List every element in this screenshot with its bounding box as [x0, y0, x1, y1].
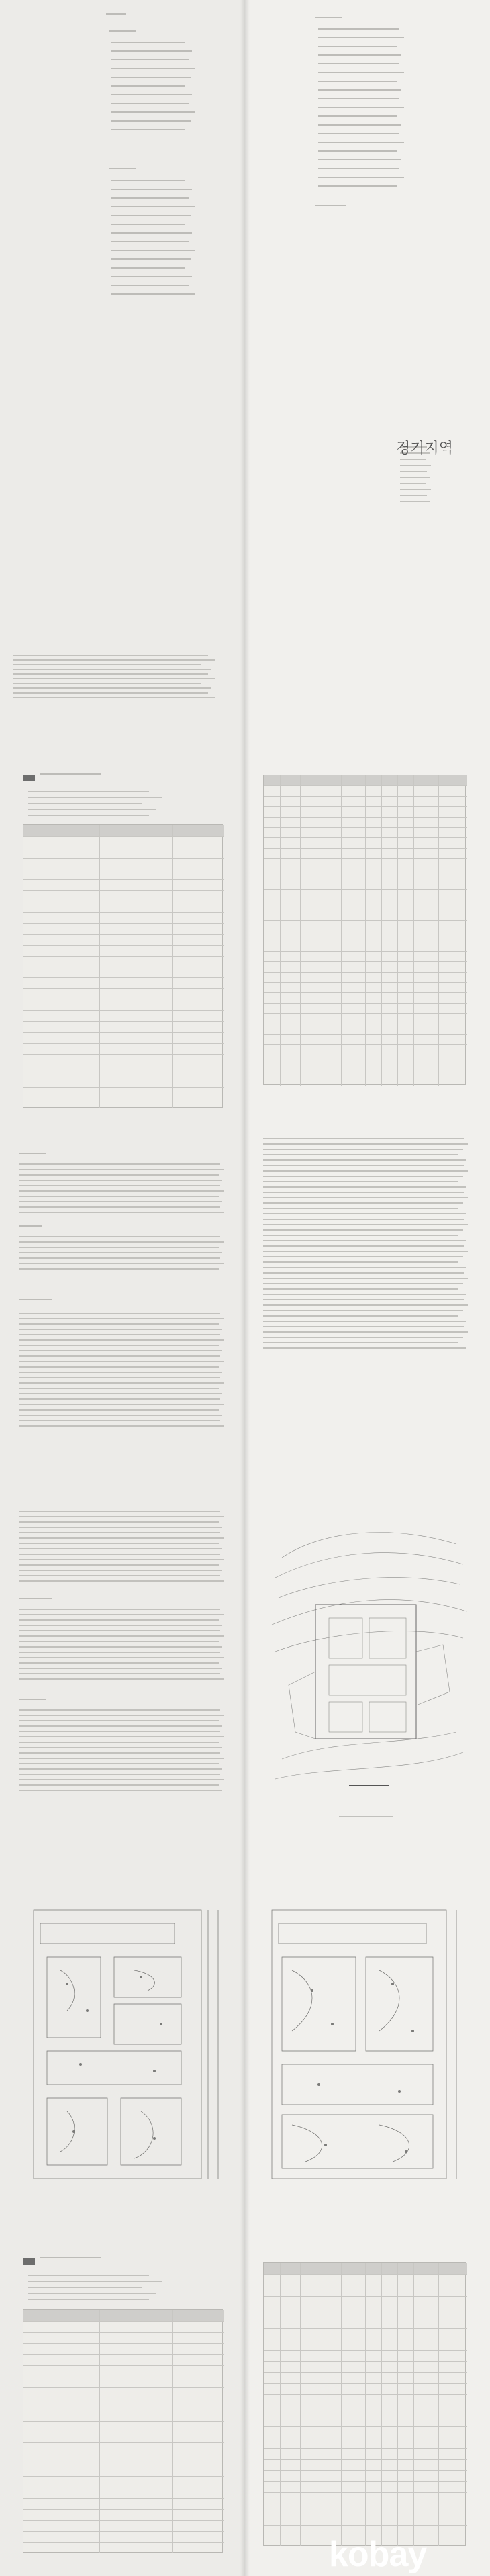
text-line: [263, 1347, 466, 1349]
text-line: [19, 1153, 46, 1154]
text-line: [19, 1580, 224, 1582]
text-line: [19, 1323, 219, 1325]
table-col-rule: [300, 2263, 301, 2546]
table-col-rule: [381, 775, 382, 1086]
gutter-shadow: [240, 2236, 250, 2576]
text-line: [111, 224, 185, 225]
text-line: [263, 1245, 464, 1247]
text-line: [111, 215, 191, 216]
text-line: [263, 1154, 458, 1155]
section-badge: [23, 2258, 35, 2265]
text-line: [111, 250, 195, 251]
text-line: [400, 465, 431, 466]
text-line: [263, 1202, 463, 1204]
text-line: [19, 1742, 219, 1743]
text-line: [318, 107, 404, 108]
chapter-title: 경기지역: [396, 440, 454, 457]
text-line: [19, 1355, 220, 1357]
text-line: [19, 1652, 220, 1653]
text-line: [28, 2299, 149, 2300]
text-line: [263, 1213, 466, 1214]
text-line: [263, 1181, 458, 1182]
text-line: [19, 1736, 224, 1737]
text-line: [19, 1241, 224, 1243]
survey-table-right: [263, 775, 466, 1085]
text-line: [263, 1331, 468, 1333]
text-line: [19, 1366, 219, 1368]
watermark: kobay: [329, 2535, 427, 2574]
text-line: [111, 129, 185, 130]
text-line: [400, 483, 426, 484]
text-line: [19, 1537, 224, 1539]
table-col-rule: [99, 2310, 100, 2553]
text-line: [111, 285, 189, 286]
text-line: [19, 1174, 219, 1176]
text-line: [318, 54, 401, 56]
text-line: [109, 30, 136, 32]
text-line: [318, 89, 401, 91]
text-line: [19, 1350, 222, 1351]
text-line: [19, 1393, 222, 1394]
site-plan-drawing: [268, 1517, 470, 1799]
text-line: [263, 1170, 468, 1172]
text-line: [28, 809, 156, 810]
text-line: [19, 1598, 52, 1599]
text-line: [19, 1225, 42, 1227]
text-line: [19, 1532, 220, 1533]
text-line: [28, 815, 149, 816]
text-line: [263, 1235, 458, 1236]
text-line: [263, 1240, 466, 1241]
text-spread: [0, 1118, 490, 1490]
text-line: [19, 1206, 220, 1208]
text-line: [19, 1668, 222, 1669]
table-col-rule: [99, 825, 100, 1108]
text-line: [19, 1747, 222, 1748]
text-line: [263, 1283, 463, 1284]
text-line: [111, 50, 192, 52]
text-line: [111, 258, 191, 260]
toc-left-page: [0, 0, 245, 373]
text-line: [19, 1543, 219, 1544]
text-line: [13, 678, 215, 679]
text-line: [19, 1784, 219, 1786]
chapter-title-spread: [0, 373, 490, 745]
text-line: [19, 1609, 220, 1610]
text-line: [28, 2293, 156, 2294]
text-line: [318, 177, 404, 178]
text-line: [263, 1342, 458, 1343]
text-line: [19, 1752, 220, 1754]
text-line: [19, 1163, 220, 1165]
table-col-rule: [365, 775, 366, 1086]
text-line: [13, 655, 208, 656]
text-line: [19, 1388, 219, 1389]
text-line: [19, 1180, 222, 1181]
text-line: [19, 1257, 220, 1259]
text-line: [318, 72, 404, 73]
text-line: [111, 276, 192, 277]
text-line: [111, 103, 189, 104]
text-line: [13, 659, 215, 661]
text-line: [19, 1252, 222, 1253]
text-line: [19, 1263, 224, 1264]
text-line: [19, 1190, 224, 1192]
table-col-rule: [341, 775, 342, 1086]
text-line: [19, 1268, 219, 1270]
second-table-spread: [0, 2236, 490, 2576]
text-line: [19, 1779, 224, 1780]
text-line: [19, 1527, 222, 1528]
text-line: [400, 489, 431, 490]
text-line: [28, 791, 149, 792]
excavation-plan-left: [27, 1897, 228, 2192]
text-line: [318, 124, 401, 126]
text-line: [263, 1186, 466, 1188]
text-line: [19, 1570, 222, 1571]
text-line: [111, 111, 195, 113]
text-line: [13, 687, 211, 689]
text-line: [28, 803, 142, 804]
text-line: [19, 1409, 219, 1411]
text-line: [19, 1619, 219, 1621]
table-col-rule: [365, 2263, 366, 2546]
text-line: [263, 1315, 458, 1317]
text-line: [318, 63, 399, 64]
text-line: [19, 1548, 222, 1549]
text-line: [19, 1377, 220, 1378]
text-line: [19, 1657, 224, 1658]
text-line: [111, 42, 185, 43]
text-line: [19, 1662, 219, 1664]
text-line: [400, 495, 427, 496]
text-line: [318, 81, 397, 82]
text-line: [263, 1176, 463, 1177]
text-line: [19, 1511, 220, 1512]
text-line: [318, 28, 399, 30]
text-line: [13, 664, 201, 665]
gutter-shadow: [240, 373, 250, 745]
figure-caption: [339, 1816, 393, 1817]
text-line: [19, 1646, 222, 1648]
text-line: [19, 1673, 220, 1674]
text-line: [19, 1774, 220, 1775]
section-badge: [23, 775, 35, 781]
text-line: [318, 168, 399, 169]
text-line: [111, 232, 192, 234]
text-line: [318, 46, 397, 47]
text-line: [19, 1247, 219, 1248]
survey-table-left: [23, 2309, 223, 2553]
text-line: [19, 1398, 220, 1400]
text-line: [111, 94, 192, 95]
text-line: [400, 471, 427, 472]
text-line: [263, 1326, 464, 1327]
text-line: [263, 1256, 463, 1257]
text-line: [19, 1236, 220, 1237]
text-line: [263, 1261, 458, 1263]
text-line: [263, 1278, 468, 1279]
table-col-rule: [280, 775, 281, 1086]
text-line: [28, 2275, 149, 2276]
text-line: [19, 1725, 222, 1727]
text-line: [19, 1361, 224, 1362]
text-line: [263, 1143, 468, 1145]
excavation-plan-right: [265, 1897, 467, 2192]
text-line: [13, 697, 215, 698]
text-line: [318, 150, 397, 152]
text-line: [111, 206, 195, 207]
text-line: [318, 133, 399, 134]
text-line: [111, 85, 185, 87]
chapter-right-page: [245, 373, 490, 745]
gutter-shadow: [240, 1118, 250, 1490]
text-line: [263, 1138, 464, 1139]
text-line: [19, 1575, 220, 1576]
text-line: [263, 1310, 463, 1311]
text-line: [111, 120, 191, 122]
text-line: [13, 683, 201, 684]
table-col-rule: [280, 2263, 281, 2546]
text-line: [111, 267, 185, 269]
text-line: [318, 159, 401, 160]
text-line: [111, 241, 189, 242]
text-line: [19, 1635, 224, 1637]
text-line: [19, 1299, 52, 1300]
gutter-shadow: [240, 0, 250, 373]
text-line: [109, 168, 136, 169]
text-line: [318, 37, 404, 38]
text-line: [263, 1267, 466, 1268]
text-line: [318, 185, 397, 187]
text-line: [19, 1425, 224, 1427]
toc-spread: [0, 0, 490, 373]
text-line: [19, 1313, 220, 1314]
text-line: [263, 1272, 464, 1274]
text-line: [111, 197, 189, 199]
text-line: [400, 477, 430, 478]
text-line: [111, 189, 192, 190]
text-line: [263, 1229, 463, 1231]
text-line: [19, 1404, 224, 1405]
text-line: [28, 2281, 162, 2282]
text-line: [19, 1382, 224, 1384]
text-line: [19, 1564, 219, 1566]
text-line: [19, 1212, 224, 1213]
text-line: [19, 1329, 222, 1330]
text-line: [263, 1192, 464, 1193]
text-line: [19, 1763, 219, 1764]
text-line: [111, 59, 189, 60]
text-line: [106, 13, 126, 15]
text-line: [19, 1516, 224, 1517]
text-line: [19, 1372, 222, 1373]
text-line: [19, 1715, 224, 1716]
text-line: [263, 1208, 458, 1209]
text-line: [19, 1790, 222, 1791]
text-line: [263, 1294, 466, 1295]
text-line: [318, 142, 404, 143]
text-line: [19, 1709, 220, 1711]
text-line: [318, 98, 399, 99]
table-col-rule: [300, 775, 301, 1086]
text-line: [19, 1630, 220, 1631]
text-line: [315, 17, 342, 18]
text-line: [19, 1345, 219, 1346]
text-line: [263, 1337, 463, 1338]
table-col-rule: [413, 2263, 414, 2546]
table-col-rule: [413, 775, 414, 1086]
text-line: [19, 1768, 222, 1770]
survey-table-left: [23, 824, 223, 1108]
text-line: [400, 459, 426, 460]
text-line: [315, 205, 346, 206]
text-line: [19, 1614, 224, 1615]
text-line: [111, 68, 195, 69]
text-line: [263, 1197, 468, 1198]
text-line: [263, 1224, 468, 1225]
table-col-rule: [438, 2263, 439, 2546]
text-line: [263, 1219, 464, 1220]
text-line: [19, 1641, 219, 1642]
text-line: [40, 773, 101, 775]
text-line: [19, 1731, 220, 1732]
text-line: [263, 1149, 463, 1150]
text-line: [13, 692, 208, 694]
text-line: [13, 673, 208, 675]
text-line: [19, 1169, 224, 1170]
text-line: [19, 1554, 220, 1555]
text-line: [263, 1304, 468, 1306]
text-line: [40, 2257, 101, 2258]
text-line: [263, 1321, 466, 1322]
text-line: [19, 1185, 220, 1186]
table-col-rule: [381, 2263, 382, 2546]
text-line: [111, 293, 195, 295]
text-line: [263, 1165, 464, 1166]
text-line: [111, 77, 191, 78]
text-line: [13, 669, 211, 670]
table-col-rule: [172, 2310, 173, 2553]
site-plan-spread: [0, 1490, 490, 1863]
table-col-rule: [397, 775, 398, 1086]
table-col-rule: [341, 2263, 342, 2546]
text-line: [19, 1420, 220, 1421]
table-col-rule: [438, 775, 439, 1086]
text-line: [28, 797, 162, 798]
text-line: [19, 1559, 224, 1560]
text-line: [19, 1196, 219, 1197]
text-line: [28, 2287, 142, 2288]
text-line: [263, 1288, 458, 1290]
text-line: [400, 501, 430, 502]
text-line: [19, 1625, 222, 1626]
text-line: [318, 115, 397, 117]
text-line: [19, 1521, 219, 1523]
text-line: [19, 1678, 224, 1680]
text-line: [19, 1339, 224, 1341]
excavation-plans-spread: [0, 1863, 490, 2236]
text-line: [19, 1758, 224, 1759]
table-col-rule: [172, 825, 173, 1108]
text-line: [19, 1201, 222, 1202]
text-line: [19, 1415, 222, 1416]
text-line: [263, 1299, 464, 1300]
text-line: [263, 1251, 468, 1252]
text-left-page: [0, 1490, 245, 1863]
text-line: [19, 1318, 224, 1319]
text-line: [263, 1159, 466, 1161]
table-col-rule: [397, 2263, 398, 2546]
text-line: [19, 1699, 46, 1700]
survey-table-right: [263, 2262, 466, 2546]
text-line: [19, 1334, 220, 1335]
gutter-shadow: [240, 745, 250, 1118]
gutter-shadow: [240, 1863, 250, 2236]
survey-table-spread: [0, 745, 490, 1118]
gutter-shadow: [240, 1490, 250, 1863]
blank-left-page: [0, 373, 245, 745]
text-line: [19, 1720, 219, 1721]
text-line: [111, 180, 185, 181]
